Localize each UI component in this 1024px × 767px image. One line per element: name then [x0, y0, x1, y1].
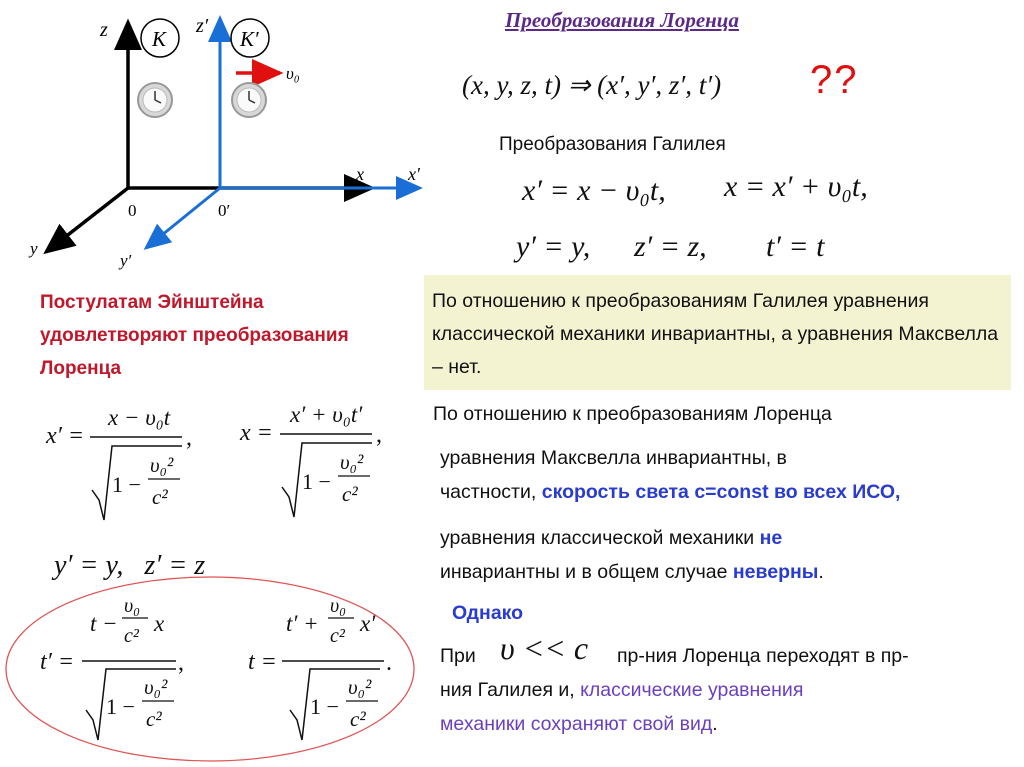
t-prime-comma: , — [178, 650, 184, 676]
mechanics-line-2 — [440, 556, 824, 589]
axis-x-label: x — [356, 164, 364, 184]
keep-form: механики сохраняют свой вид — [440, 713, 713, 735]
x-prime-numerator: x − υ₀t — [108, 405, 171, 430]
reference-frames-diagram — [0, 0, 440, 280]
x-csq: c² — [342, 482, 358, 506]
classical-equations: классические уравнения — [580, 679, 804, 701]
lorentz-formulas — [0, 390, 420, 767]
t-prime-num-csq: c² — [124, 625, 139, 647]
axis-y-prime-line — [146, 188, 220, 248]
x-root-one: 1 − — [302, 469, 331, 494]
page-title: Преобразования Лоренца — [505, 8, 739, 32]
axis-y-prime-label: y′ — [120, 251, 132, 270]
mechanics-line-2-end: . — [818, 561, 824, 583]
maxwell-line-2-a: частности, — [440, 481, 542, 503]
last-line-1-a: ния Галилея и, — [440, 679, 581, 701]
t-num-v0: υ₀ — [330, 595, 347, 617]
x-prime-v0sq: υ₀² — [150, 453, 174, 477]
galileo-eq-z: z′ = z, — [634, 230, 707, 263]
however-label: Однако — [452, 602, 524, 624]
t-num-csq: c² — [330, 625, 345, 647]
galileo-eq-y: y′ = y, — [516, 230, 591, 263]
maxwell-line-1: уравнения Максвелла инвариантны, в — [440, 447, 787, 469]
mechanics-line-1-a: уравнения классической механики — [440, 527, 760, 549]
t-v0sq: υ₀² — [348, 675, 372, 699]
frame-k-prime-label: K′ — [240, 27, 259, 51]
frame-k-label: K — [152, 27, 167, 51]
question-marks: ?? — [810, 58, 859, 102]
t-prime-num-var: x — [154, 611, 165, 636]
maxwell-line-2 — [440, 476, 900, 509]
t-period: . — [386, 650, 392, 676]
t-num-b: t′ + — [286, 611, 319, 636]
galileo-eq-x-prime: x′ = x − υ₀t, — [522, 174, 666, 207]
when-pre: При — [440, 645, 476, 667]
x-prime-comma: , — [186, 425, 192, 451]
t-prime-lhs: t′ = — [40, 649, 75, 675]
x-prime-csq: c² — [152, 485, 168, 509]
t-prime-root-one: 1 − — [106, 694, 135, 719]
last-line-2-end: . — [712, 713, 718, 735]
x-v0sq: υ₀² — [340, 450, 364, 474]
origin-prime-label: 0′ — [218, 201, 231, 220]
x-lhs: x = — [240, 420, 273, 446]
lorentz-intro: По отношению к преобразованиям Лоренца — [433, 403, 832, 425]
t-prime-v0sq: υ₀² — [144, 675, 168, 699]
galileo-eq-t: t′ = t — [766, 230, 825, 263]
limit-condition: υ << c — [500, 630, 589, 666]
galileo-eq-x: x = x′ + υ₀t, — [724, 170, 868, 203]
t-lhs: t = — [248, 649, 277, 675]
t-csq: c² — [350, 707, 366, 731]
t-prime-num-v0: υ₀ — [124, 595, 141, 617]
galileo-note-text: По отношению к преобразованиям Галилея уравнения классической механики инвариантны, а уравнения Максвелла – нет. — [432, 290, 999, 378]
when-post: пр-ния Лоренца переходят в пр- — [617, 645, 909, 667]
clock-icon — [138, 83, 172, 117]
not-word: не — [759, 527, 783, 549]
axis-x-prime-label: x′ — [408, 164, 420, 184]
t-root-one: 1 − — [310, 694, 339, 719]
axis-z-label: z — [100, 19, 108, 41]
incorrect-word: неверны — [732, 561, 819, 583]
postulate-heading: Постулатам Эйнштейна удовлетворяют преобразования Лоренца — [40, 292, 349, 379]
t-num-var: x′ — [360, 611, 376, 636]
x-prime-root-one: 1 − — [112, 472, 141, 497]
mechanics-line-2-a: инвариантны и в общем случае — [440, 561, 733, 583]
last-line-1 — [440, 674, 803, 707]
coordinate-mapping: (x, y, z, t) ⇒ (x′, y′, z′, t′) — [462, 70, 722, 100]
y-z-equations: y′ = y, z′ = z — [54, 550, 206, 581]
axis-z-prime-label: z′ — [196, 15, 209, 37]
t-prime-csq: c² — [146, 707, 162, 731]
axis-y-line — [46, 188, 128, 252]
origin-label: 0 — [128, 201, 137, 220]
galileo-heading: Преобразования Галилея — [499, 134, 726, 155]
x-numerator: x′ + υ₀t′ — [290, 402, 363, 427]
clock-icon — [232, 83, 266, 117]
speed-of-light-statement: скорость света с=const во всех ИСО, — [541, 481, 901, 503]
x-prime-lhs: x′ = — [46, 423, 85, 449]
axis-y-label: y — [30, 239, 38, 258]
t-prime-num-a: t − — [90, 611, 118, 636]
velocity-label: υ₀ — [286, 64, 300, 83]
last-line-2 — [440, 708, 718, 741]
x-comma: , — [376, 422, 382, 448]
mechanics-line-1 — [440, 522, 782, 555]
